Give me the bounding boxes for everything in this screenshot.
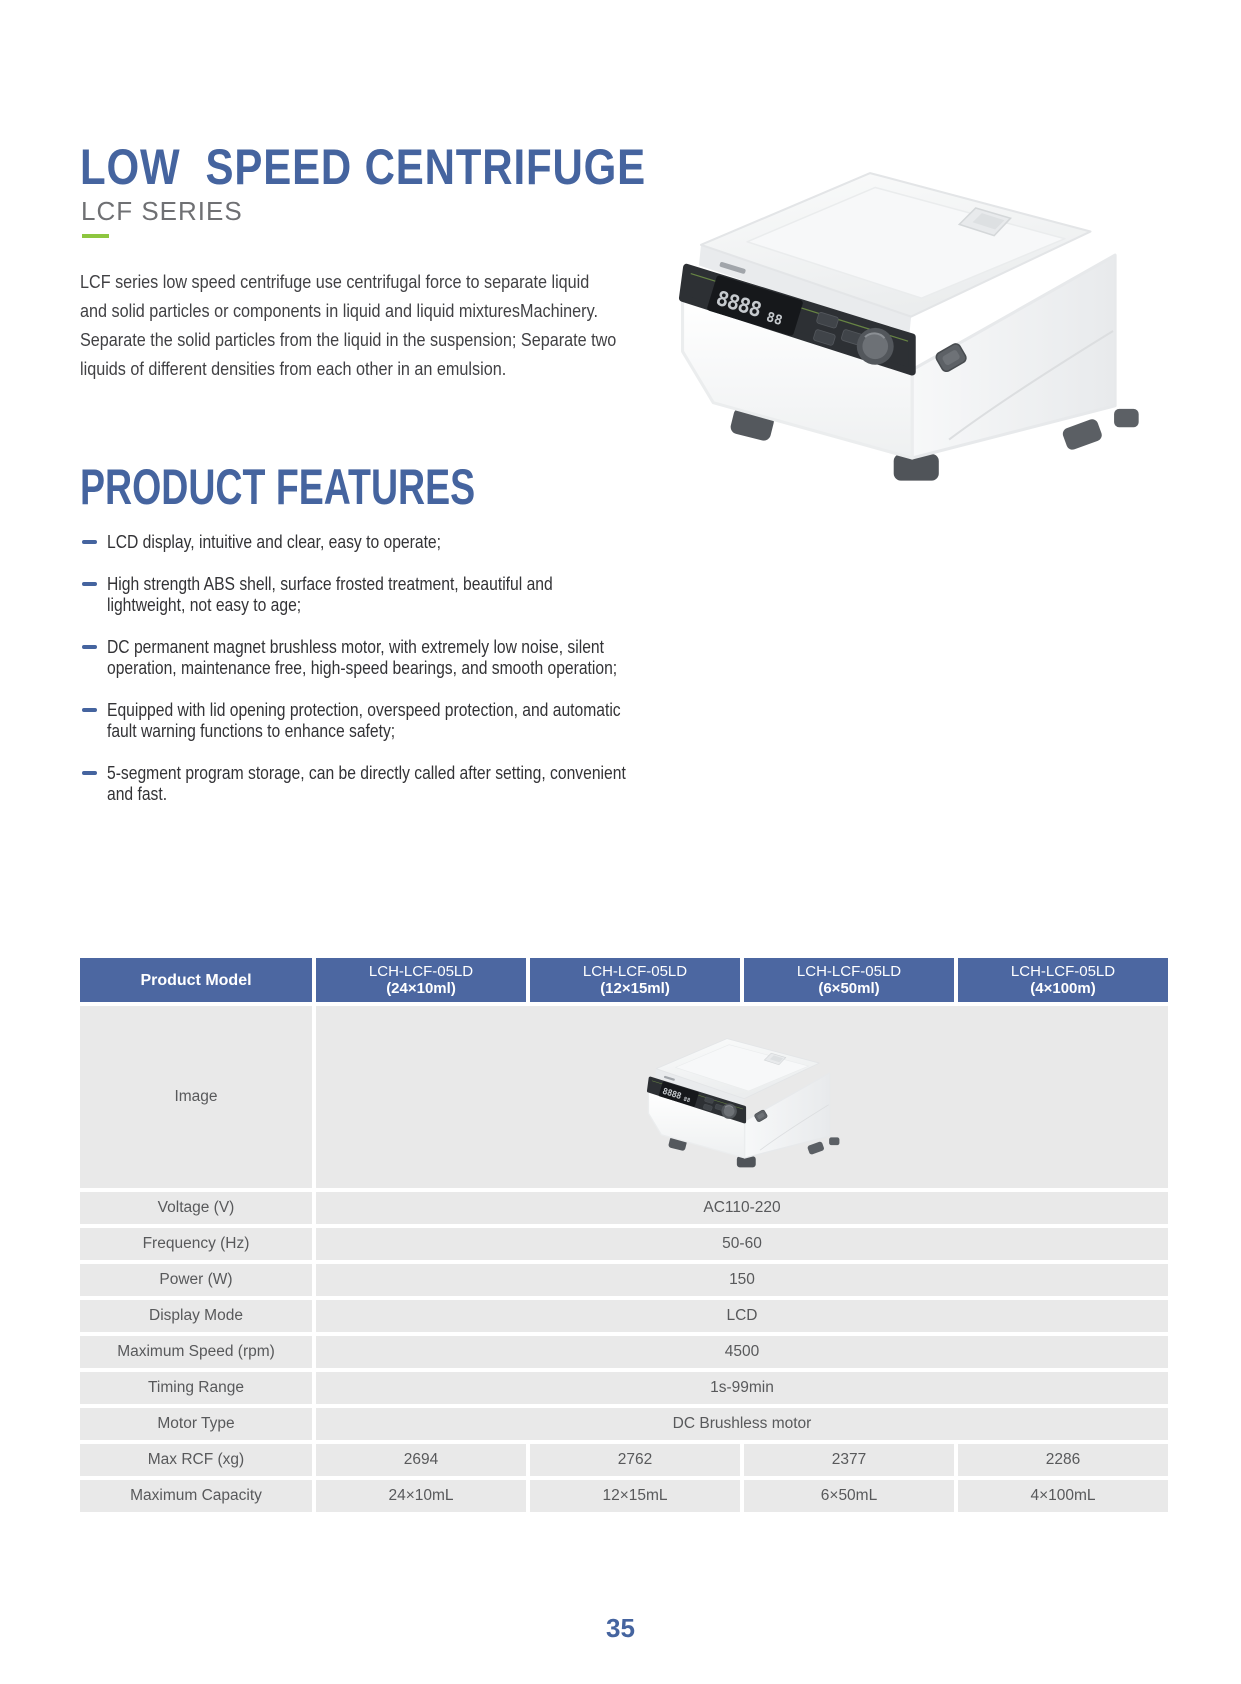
feature-text: High strength ABS shell, surface frosted treatment, beautiful and lightweight, not easy to age; (107, 573, 553, 615)
row-label-image: Image (80, 1006, 312, 1188)
feature-text: DC permanent magnet brushless motor, with extremely low noise, silent operation, maintenance free, high-speed bearings, and smooth operation; (107, 636, 618, 678)
spec-table (80, 958, 1168, 1512)
model-name: LCH-LCF-05LD (368, 963, 474, 980)
page-number: 35 (606, 1613, 635, 1643)
feature-text: Equipped with lid opening protection, overspeed protection, and automatic fault warning functions to enhance safety; (107, 699, 621, 741)
row-value: LCD (316, 1300, 1168, 1332)
table-header-model-3 (744, 958, 954, 1002)
feature-item (82, 637, 732, 680)
row-label: Display Mode (80, 1300, 312, 1332)
model-capacity: (6×50ml) (818, 980, 880, 997)
feature-item (82, 700, 732, 743)
row-value: 2286 (958, 1444, 1168, 1476)
table-header-model-4 (958, 958, 1168, 1002)
header-label: Product Model (140, 971, 252, 989)
row-label: Timing Range (80, 1372, 312, 1404)
model-capacity: (12×15ml) (600, 980, 670, 997)
dash-bullet-icon (82, 540, 97, 544)
feature-item (82, 574, 732, 617)
feature-item (82, 532, 732, 554)
product-image (660, 134, 1152, 491)
row-value: 4500 (316, 1336, 1168, 1368)
row-label: Voltage (V) (80, 1192, 312, 1224)
row-label: Power (W) (80, 1264, 312, 1296)
series-subtitle: LCF SERIES (81, 196, 243, 226)
row-value: 6×50mL (744, 1480, 954, 1512)
row-value: 1s-99min (316, 1372, 1168, 1404)
row-value: 50-60 (316, 1228, 1168, 1260)
row-value: 4×100mL (958, 1480, 1168, 1512)
row-value: 12×15mL (530, 1480, 740, 1512)
row-value: 150 (316, 1264, 1168, 1296)
feature-text: LCD display, intuitive and clear, easy to operate; (107, 532, 441, 552)
model-name: LCH-LCF-05LD (1010, 963, 1116, 980)
row-value: DC Brushless motor (316, 1408, 1168, 1440)
model-capacity: (4×100m) (1030, 980, 1096, 997)
row-value: 2377 (744, 1444, 954, 1476)
row-label: Maximum Capacity (80, 1480, 312, 1512)
dash-bullet-icon (82, 771, 97, 775)
row-value: 2694 (316, 1444, 526, 1476)
row-label: Max RCF (xg) (80, 1444, 312, 1476)
table-product-image-cell (316, 1006, 1168, 1188)
dash-bullet-icon (82, 708, 97, 712)
product-description: LCF series low speed centrifuge use centrifugal force to separate liquid and solid particles or components in liquid and liquid mixturesMachinery. Separate the solid particles from the liquid in the suspension; Separate two liquids of different densities from each other in an emulsion. (80, 271, 617, 379)
row-label: Maximum Speed (rpm) (80, 1336, 312, 1368)
model-name: LCH-LCF-05LD (582, 963, 688, 980)
features-heading: PRODUCT FEATURES (80, 459, 476, 515)
table-header-model-2 (530, 958, 740, 1002)
page-title: LOW SPEED CENTRIFUGE (80, 139, 647, 195)
model-capacity: (24×10ml) (386, 980, 456, 997)
table-header-model-1 (316, 958, 526, 1002)
row-value: AC110-220 (316, 1192, 1168, 1224)
features-list (82, 532, 732, 806)
feature-text: 5-segment program storage, can be directly called after setting, convenient and fast. (107, 762, 626, 804)
row-value: 2762 (530, 1444, 740, 1476)
table-header-product-model (80, 958, 312, 1002)
model-name: LCH-LCF-05LD (796, 963, 902, 980)
green-underline (82, 234, 109, 238)
feature-item (82, 763, 732, 806)
product-image-small (639, 1022, 845, 1172)
row-label: Frequency (Hz) (80, 1228, 312, 1260)
row-value: 24×10mL (316, 1480, 526, 1512)
dash-bullet-icon (82, 645, 97, 649)
dash-bullet-icon (82, 582, 97, 586)
row-label: Motor Type (80, 1408, 312, 1440)
